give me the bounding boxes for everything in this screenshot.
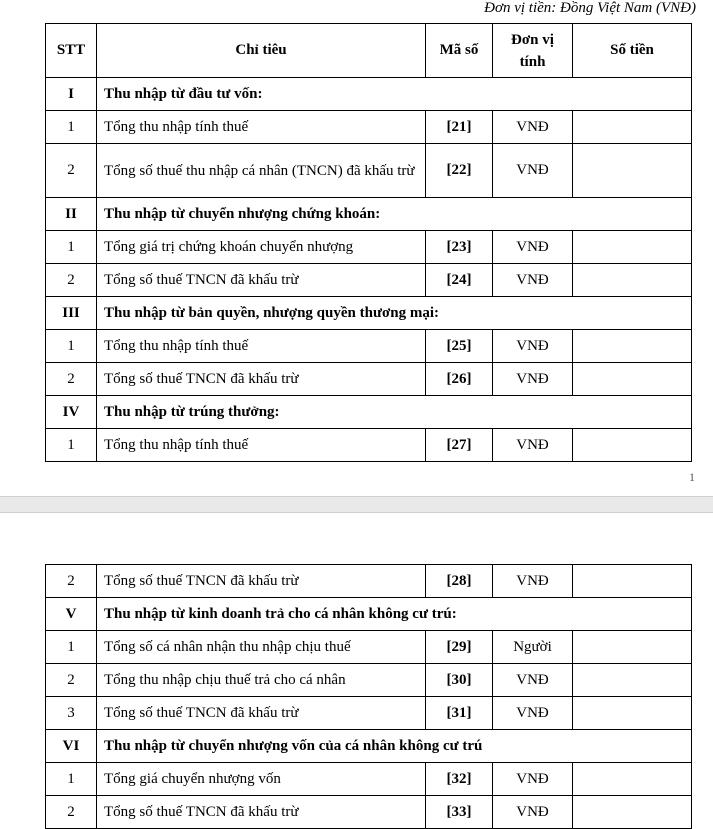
row-indicator: Tổng số thuế thu nhập cá nhân (TNCN) đã khấu trừ [97,144,426,198]
section-title: Thu nhập từ chuyển nhượng vốn của cá nhân không cư trú [97,730,692,763]
section-row [46,198,692,231]
currency-unit-note: Đơn vị tiền: Đồng Việt Nam (VNĐ) [484,0,696,16]
section-row [46,730,692,763]
header-amount: Số tiền [573,24,692,78]
amount-cell[interactable] [573,330,692,363]
amount-cell[interactable] [573,697,692,730]
row-code: [25] [426,330,493,363]
row-number: 3 [46,697,97,730]
amount-cell[interactable] [573,231,692,264]
table-row [46,231,692,264]
page-number: 1 [689,470,695,484]
amount-cell[interactable] [573,796,692,829]
row-indicator: Tổng giá chuyển nhượng vốn [97,763,426,796]
row-code: [30] [426,664,493,697]
row-indicator: Tổng số cá nhân nhận thu nhập chịu thuế [97,631,426,664]
row-indicator: Tổng số thuế TNCN đã khấu trừ [97,264,426,297]
section-title: Thu nhập từ đầu tư vốn: [97,78,692,111]
section-title: Thu nhập từ chuyển nhượng chứng khoán: [97,198,692,231]
section-number: III [46,297,97,330]
row-unit: VNĐ [493,664,573,697]
row-unit: VNĐ [493,144,573,198]
amount-cell[interactable] [573,631,692,664]
row-indicator: Tổng giá trị chứng khoán chuyển nhượng [97,231,426,264]
row-code: [28] [426,565,493,598]
row-code: [23] [426,231,493,264]
row-indicator: Tổng số thuế TNCN đã khấu trừ [97,565,426,598]
table-row [46,363,692,396]
row-number: 1 [46,429,97,462]
row-unit: VNĐ [493,231,573,264]
row-unit: VNĐ [493,363,573,396]
section-row [46,78,692,111]
row-code: [27] [426,429,493,462]
section-number: V [46,598,97,631]
section-row [46,396,692,429]
header-unit-line2: tính [519,53,546,70]
row-code: [21] [426,111,493,144]
row-number: 2 [46,264,97,297]
row-code: [31] [426,697,493,730]
section-row [46,297,692,330]
row-indicator: Tổng thu nhập tính thuế [97,429,426,462]
row-code: [29] [426,631,493,664]
row-unit: VNĐ [493,330,573,363]
row-number: 1 [46,111,97,144]
amount-cell[interactable] [573,363,692,396]
row-unit: Người [493,631,573,664]
row-indicator: Tổng thu nhập tính thuế [97,330,426,363]
row-number: 1 [46,231,97,264]
row-indicator: Tổng thu nhập tính thuế [97,111,426,144]
row-indicator: Tổng thu nhập chịu thuế trả cho cá nhân [97,664,426,697]
amount-cell[interactable] [573,429,692,462]
amount-cell[interactable] [573,565,692,598]
row-number: 1 [46,330,97,363]
row-number: 1 [46,763,97,796]
table-row [46,664,692,697]
row-unit: VNĐ [493,429,573,462]
section-number: I [46,78,97,111]
table-row [46,429,692,462]
amount-cell[interactable] [573,111,692,144]
row-code: [26] [426,363,493,396]
header-stt: STT [46,24,97,78]
table-row [46,330,692,363]
row-number: 2 [46,363,97,396]
row-code: [32] [426,763,493,796]
amount-cell[interactable] [573,763,692,796]
row-unit: VNĐ [493,565,573,598]
table-row [46,565,692,598]
row-indicator: Tổng số thuế TNCN đã khấu trừ [97,363,426,396]
row-code: [33] [426,796,493,829]
row-indicator: Tổng số thuế TNCN đã khấu trừ [97,796,426,829]
row-number: 2 [46,565,97,598]
row-number: 2 [46,796,97,829]
table-row [46,111,692,144]
table-row [46,264,692,297]
tax-table-page-1 [45,23,692,462]
header-unit [493,24,573,78]
amount-cell[interactable] [573,144,692,198]
row-code: [24] [426,264,493,297]
row-code: [22] [426,144,493,198]
row-unit: VNĐ [493,264,573,297]
row-unit: VNĐ [493,111,573,144]
table-header-row [46,24,692,78]
row-unit: VNĐ [493,796,573,829]
header-indicator: Chỉ tiêu [97,24,426,78]
row-unit: VNĐ [493,763,573,796]
row-number: 1 [46,631,97,664]
table-row [46,631,692,664]
table-row [46,697,692,730]
header-unit-line1: Đơn vị [511,31,554,48]
table-row [46,763,692,796]
row-number: 2 [46,664,97,697]
tax-table-page-2 [45,564,692,829]
amount-cell[interactable] [573,264,692,297]
section-number: II [46,198,97,231]
header-code: Mã số [426,24,493,78]
section-row [46,598,692,631]
amount-cell[interactable] [573,664,692,697]
row-unit: VNĐ [493,697,573,730]
section-number: IV [46,396,97,429]
section-title: Thu nhập từ kinh doanh trả cho cá nhân không cư trú: [97,598,692,631]
page-break-gap [0,496,713,513]
row-indicator: Tổng số thuế TNCN đã khấu trừ [97,697,426,730]
table-row [46,144,692,198]
section-title: Thu nhập từ bản quyền, nhượng quyền thương mại: [97,297,692,330]
table-row [46,796,692,829]
section-title: Thu nhập từ trúng thưởng: [97,396,692,429]
section-number: VI [46,730,97,763]
row-number: 2 [46,144,97,198]
